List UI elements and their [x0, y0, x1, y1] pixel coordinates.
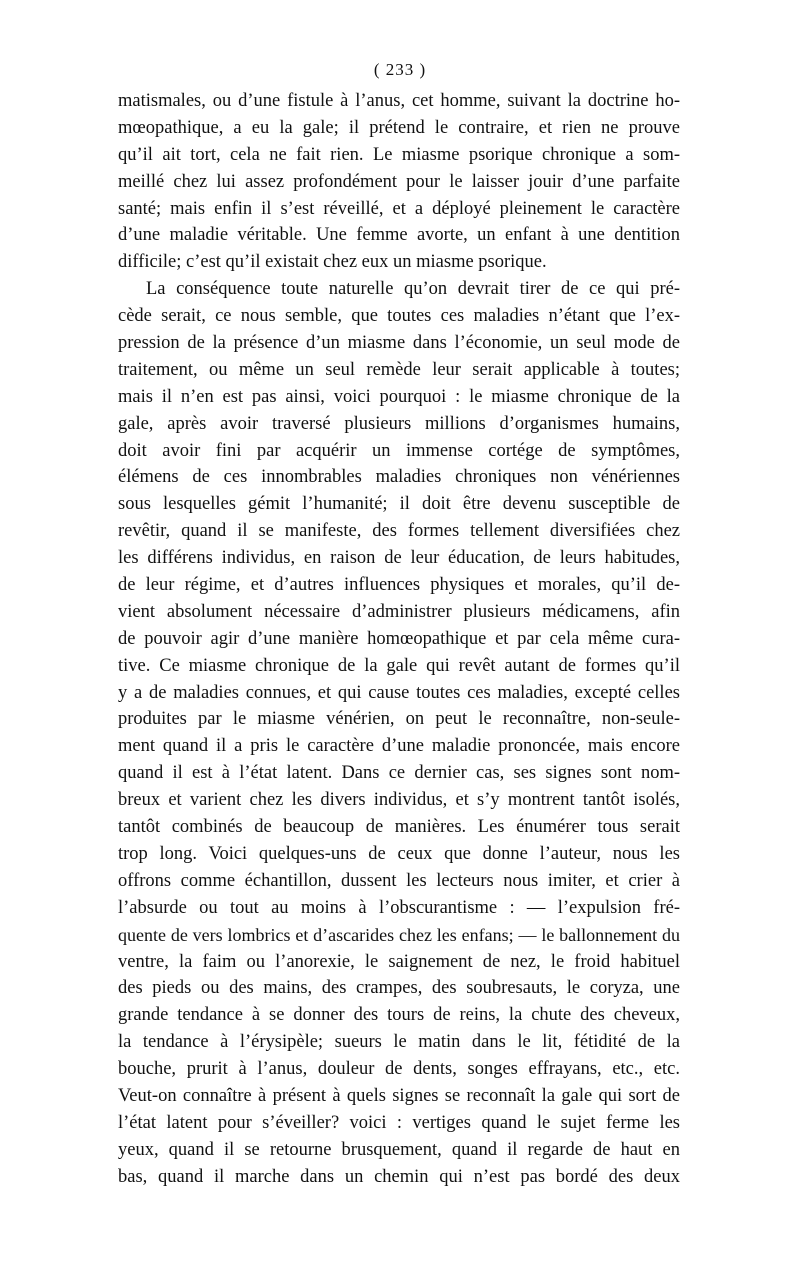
text-line: santé; mais enfin il s’est réveillé, et a déployé pleinement le caractère: [118, 198, 680, 219]
text-line: tantôt combinés de beaucoup de manières. Les énumérer tous serait: [118, 817, 680, 838]
text-line: matismales, ou d’une fistule à l’anus, cet homme, suivant la doctrine ho-: [118, 91, 680, 111]
text-line: sous lesquelles gémit l’humanité; il doit être devenu susceptible de: [118, 494, 680, 515]
text-line: gale, après avoir traversé plusieurs millions d’organismes humains,: [118, 413, 680, 434]
text-line: des pieds ou des mains, des crampes, des soubresauts, le coryza, une: [118, 978, 680, 999]
text-line: produites par le miasme vénérien, on peut le reconnaître, non-seule-: [118, 709, 680, 730]
text-line: meillé chez lui assez profondément pour le laisser jouir d’une parfaite: [118, 171, 680, 192]
text-line: Veut-on connaître à présent à quels signes se reconnaît la gale qui sort de: [118, 1085, 680, 1106]
text-line: de leur régime, et d’autres influences physiques et morales, qu’il de-: [118, 575, 680, 596]
text-line: grande tendance à se donner des tours de reins, la chute des cheveux,: [118, 1005, 680, 1026]
text-line: pression de la présence d’un miasme dans l’économie, un seul mode de: [118, 333, 680, 354]
text-line: la tendance à l’érysipèle; sueurs le matin dans le lit, fétidité de la: [118, 1032, 680, 1053]
page-number: ( 233 ): [373, 60, 427, 79]
text-line: de pouvoir agir d’une manière homœopathique et par cela même cura-: [118, 628, 680, 649]
text-line: ventre, la faim ou l’anorexie, le saignement de nez, le froid habituel: [118, 951, 680, 972]
text-line: offrons comme échantillon, dussent les lecteurs nous imiter, et crier à: [118, 870, 680, 891]
text-line: y a de maladies connues, et qui cause toutes ces maladies, excepté celles: [118, 682, 680, 703]
body-text: [118, 88, 680, 1191]
paragraph-start-line: La conséquence toute naturelle qu’on devrait tirer de ce qui pré-: [146, 279, 680, 300]
text-line: vient absolument nécessaire d’administrer plusieurs médicamens, afin: [118, 601, 680, 622]
text-line: l’état latent pour s’éveiller? voici : vertiges quand le sujet ferme les: [118, 1112, 680, 1133]
text-line: qu’il ait tort, cela ne fait rien. Le miasme psorique chronique a som-: [118, 144, 680, 165]
text-line: ment quand il a pris le caractère d’une maladie prononcée, mais encore: [118, 736, 680, 757]
text-line: d’une maladie véritable. Une femme avorte, un enfant à une dentition: [118, 225, 680, 246]
text-line: yeux, quand il se retourne brusquement, quand il regarde de haut en: [118, 1139, 680, 1160]
text-line: quente de vers lombrics et d’ascarides chez les enfans; — le ballonnement du: [118, 924, 680, 945]
text-line: revêtir, quand il se manifeste, des formes tellement diversifiées chez: [118, 521, 680, 542]
text-line: mais il n’en est pas ainsi, voici pourquoi : le miasme chronique de la: [118, 386, 680, 407]
text-line: bas, quand il marche dans un chemin qui n’est pas bordé des deux: [118, 1166, 680, 1187]
text-line: difficile; c’est qu’il existait chez eux un miasme psorique.: [118, 252, 547, 273]
text-line: tive. Ce miasme chronique de la gale qui revêt autant de formes qu’il: [118, 655, 680, 676]
text-line: doit avoir fini par acquérir un immense cortége de symptômes,: [118, 440, 680, 461]
text-line: l’absurde ou tout au moins à l’obscurantisme : — l’expulsion fré-: [118, 897, 680, 918]
text-line: traitement, ou même un seul remède leur serait applicable à toutes;: [118, 359, 680, 380]
text-line: quand il est à l’état latent. Dans ce dernier cas, ses signes sont nom-: [118, 763, 680, 784]
text-line: cède serait, ce nous semble, que toutes ces maladies n’étant que l’ex-: [118, 306, 680, 327]
text-line: breux et varient chez les divers individus, et s’y montrent tantôt isolés,: [118, 790, 680, 811]
text-line: les différens individus, en raison de leur éducation, de leurs habitudes,: [118, 548, 680, 569]
text-line: trop long. Voici quelques-uns de ceux que donne l’auteur, nous les: [118, 843, 680, 864]
text-line: élémens de ces innombrables maladies chroniques non vénériennes: [118, 467, 680, 488]
text-line: bouche, prurit à l’anus, douleur de dents, songes effrayans, etc., etc.: [118, 1059, 680, 1080]
text-line: mœopathique, a eu la gale; il prétend le contraire, et rien ne prouve: [118, 117, 680, 138]
